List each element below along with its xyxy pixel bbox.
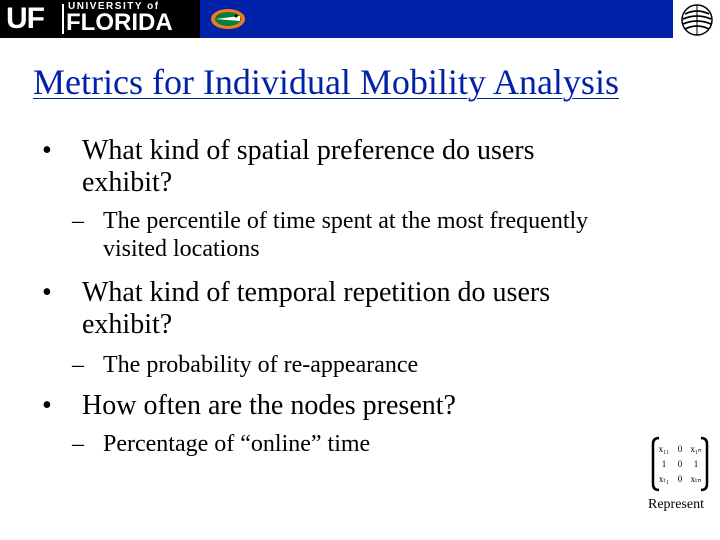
bullet-marker: • [42,277,52,308]
sub-bullet-marker: – [72,208,84,234]
uf-mark: UF [6,2,44,35]
matrix-cell: 1 [661,459,667,469]
slide-title: Metrics for Individual Mobility Analysis [33,62,619,102]
matrix-icon [650,435,710,493]
logo-divider [62,4,64,34]
logo-florida-text: FLORIDA [66,9,173,36]
matrix-cell: x₁ₙ [690,444,702,454]
sub-bullet-item [72,207,692,263]
sub-bullet-item [72,430,632,458]
matrix-cell: 1 [693,459,699,469]
bullet-marker: • [42,135,52,166]
bullet-item [42,390,662,422]
sub-bullet-line: The percentile of time spent at the most frequently [103,208,589,234]
harp-emblem-icon [673,0,720,38]
bullet-line: What kind of temporal repetition do users [82,277,551,308]
bullet-line: exhibit? [82,309,173,340]
bullet-line: exhibit? [82,167,173,198]
matrix-cell: xₜₙ [690,474,702,484]
gator-icon [206,2,250,35]
sub-bullet-line: visited locations [103,236,260,262]
figure-caption: Represent [648,497,704,512]
sub-bullet-marker: – [72,431,84,457]
matrix-cell: 0 [677,474,683,484]
bullet-line: How often are the nodes present? [82,390,456,421]
sub-bullet-line: Percentage of “online” time [103,431,371,457]
bullet-line: What kind of spatial preference do users [82,135,535,166]
sub-bullet-line: The probability of re-appearance [103,352,419,378]
matrix-cell: xₜ₁ [658,474,670,484]
matrix-cell: 0 [677,444,683,454]
sub-bullet-marker: – [72,352,84,378]
logo-university-text: UNIVERSITY of [68,1,160,12]
matrix-cell: 0 [677,459,683,469]
bullet-item [42,277,662,341]
matrix-cell: x₁₁ [658,444,670,454]
uf-logo[interactable] [0,0,200,38]
bullet-item [42,135,662,199]
bullet-marker: • [42,390,52,421]
sub-bullet-item [72,351,692,379]
